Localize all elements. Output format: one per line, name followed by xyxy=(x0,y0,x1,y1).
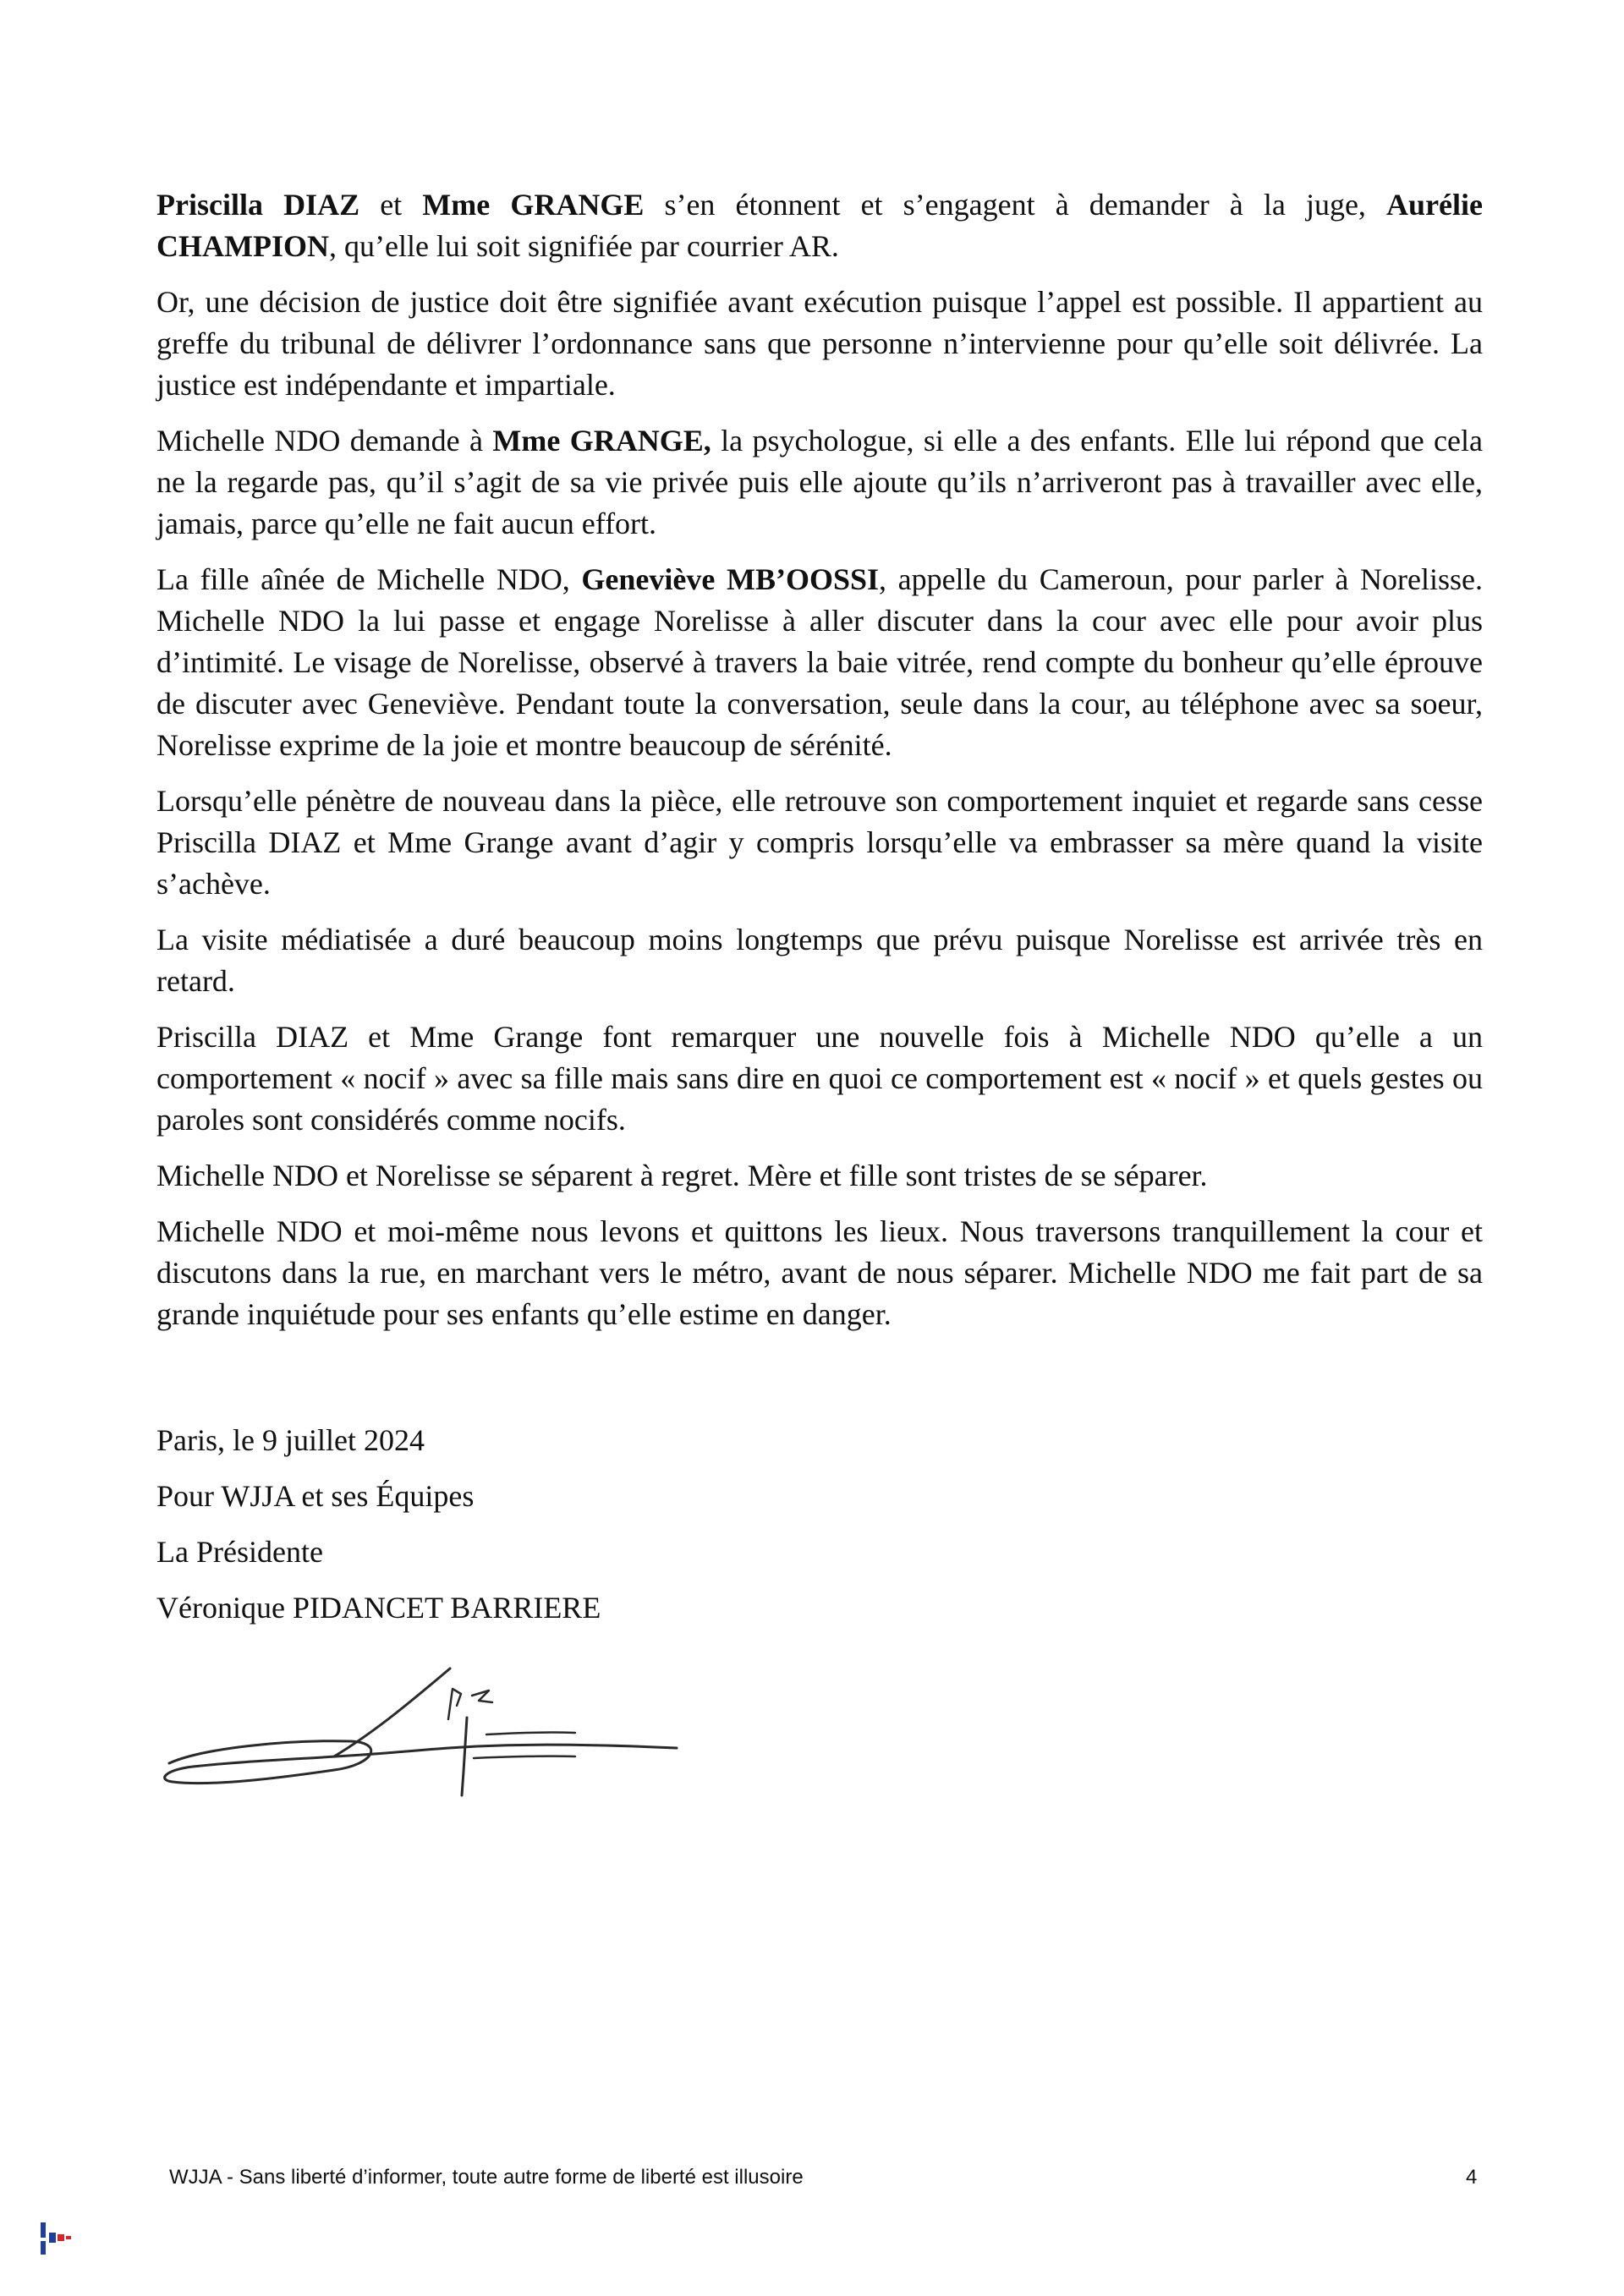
text-run: Priscilla DIAZ et Mme Grange font remarquer une nouvelle fois à Michelle NDO qu’elle a un comportement « nocif » avec sa fille mais sans dire en quoi ce comportement est « nocif » et quels gestes ou paroles sont considérés comme nocifs. xyxy=(156,1020,1483,1137)
place-date: Paris, le 9 juillet 2024 xyxy=(156,1423,425,1457)
text-run: Lorsqu’elle pénètre de nouveau dans la pièce, elle retrouve son comportement inquiet et regarde sans cesse Priscilla DIAZ et Mme Grange avant d’agir y compris lorsqu’elle va embrasser sa mère quand la visite s’achève. xyxy=(156,784,1483,901)
paragraph xyxy=(156,282,1483,406)
paragraph xyxy=(156,1211,1483,1335)
paragraph xyxy=(156,559,1483,766)
text-run: la psychologue, si elle a des enfants. Elle lui répond que cela ne la regarde pas, qu’il s’agit de sa vie privée puis elle ajoute qu’ils n’arriveront pas à travailler avec elle, jamais, parce qu’elle ne fait aucun effort. xyxy=(156,424,1483,540)
text-run: , qu’elle lui soit signifiée par courrier AR. xyxy=(328,229,839,263)
on-behalf-line: Pour WJJA et ses Équipes xyxy=(156,1479,475,1513)
bold-name: Aurélie CHAMPION xyxy=(156,188,1484,263)
text-run: Michelle NDO demande à xyxy=(156,424,493,458)
bold-name: Mme GRANGE xyxy=(422,188,645,222)
footer-tagline: WJJA - Sans liberté d’informer, toute autre forme de liberté est illusoire xyxy=(169,2166,804,2189)
text-run: et xyxy=(359,188,423,222)
text-run: La fille aînée de Michelle NDO, xyxy=(156,562,582,596)
paragraph xyxy=(156,1155,1483,1197)
page-number: 4 xyxy=(1466,2166,1478,2189)
paragraph xyxy=(156,1016,1483,1141)
text-run: La visite médiatisée a duré beaucoup moins longtemps que prévu puisque Norelisse est arrivée très en retard. xyxy=(156,923,1483,998)
text-run: Or, une décision de justice doit être signifiée avant exécution puisque l’appel est possible. Il appartient au greffe du tribunal de délivrer l’ordonnance sans que personne n’intervienne pour qu’elle soit délivrée. La justice est indépendante et impartiale. xyxy=(156,285,1483,402)
paragraph xyxy=(156,420,1483,545)
text-run: , appelle du Cameroun, pour parler à Norelisse. Michelle NDO la lui passe et engage Norelisse à aller discuter dans la cour avec elle pour avoir plus d’intimité. Le visage de Norelisse, observé à travers la baie vitrée, rend compte du bonheur qu’elle éprouve de discuter avec Geneviève. Pendant toute la conversation, seule dans la cour, au téléphone avec sa soeur, Norelisse exprime de la joie et montre beaucoup de sérénité. xyxy=(156,562,1483,762)
signature-icon xyxy=(152,1653,694,1801)
tricolor-logo-icon xyxy=(34,2217,85,2260)
document-body xyxy=(156,184,1483,1350)
text-run: Michelle NDO et Norelisse se séparent à regret. Mère et fille sont tristes de se séparer. xyxy=(156,1159,1208,1192)
text-run: Michelle NDO et moi-même nous levons et quittons les lieux. Nous traversons tranquillement la cour et discutons dans la rue, en marchant vers le métro, avant de nous séparer. Michelle NDO me fait part de sa grande inquiétude pour ses enfants qu’elle estime en danger. xyxy=(156,1214,1483,1331)
text-run: s’en étonnent et s’engagent à demander à la juge, xyxy=(644,188,1387,222)
closing-block xyxy=(156,1412,601,1636)
bold-name: Geneviève MB’OOSSI xyxy=(581,562,879,596)
paragraph xyxy=(156,919,1483,1002)
paragraph xyxy=(156,781,1483,905)
bold-name: Mme GRANGE, xyxy=(492,424,711,458)
bold-name: Priscilla DIAZ xyxy=(156,188,360,222)
signatory-role: La Présidente xyxy=(156,1535,323,1569)
paragraph xyxy=(156,184,1483,267)
signatory-name: Véronique PIDANCET BARRIERE xyxy=(156,1591,601,1625)
